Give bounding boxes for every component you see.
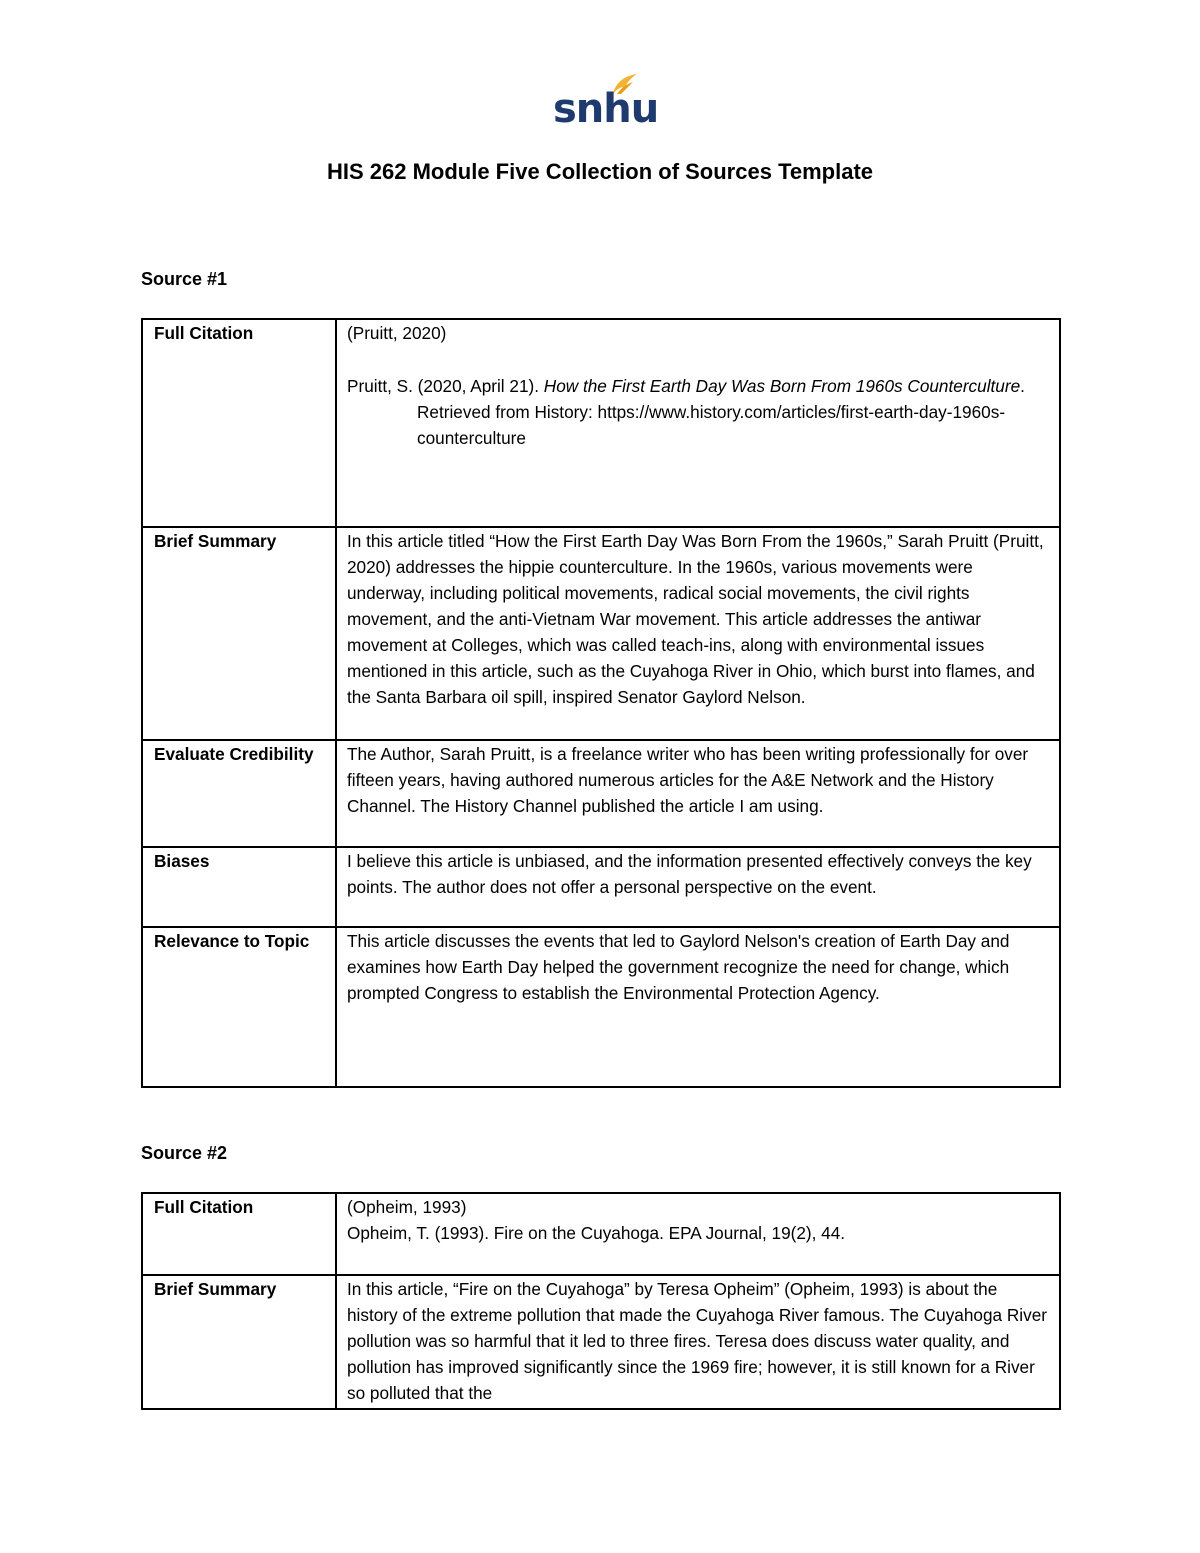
brief-summary-text: In this article, “Fire on the Cuyahoga” by Teresa Opheim” (Opheim, 1993) is about the history of the extreme pollution that made the Cuyahoga River famous. The Cuyahoga River pollution was so harmful that it led to three fires. Teresa does discuss water quality, and pollution has improved significantly since the 1969 fire; however, it is still known for a River so polluted that the bbox=[347, 1279, 1047, 1403]
table-row bbox=[142, 1275, 1060, 1409]
full-citation-cell bbox=[336, 319, 1060, 527]
full-citation-cell bbox=[336, 1193, 1060, 1275]
source-2-table bbox=[141, 1192, 1061, 1410]
row-label-relevance-to-topic: Relevance to Topic bbox=[142, 927, 336, 1087]
relevance-text: This article discusses the events that led to Gaylord Nelson's creation of Earth Day and examines how Earth Day helped the government recognize the need for change, which prompted Congress to establish the Environmental Protection Agency. bbox=[336, 927, 1060, 1087]
document-title: HIS 262 Module Five Collection of Sources Template bbox=[326, 159, 874, 184]
row-label-full-citation: Full Citation bbox=[142, 319, 336, 527]
row-label-full-citation: Full Citation bbox=[142, 1193, 336, 1275]
row-label-brief-summary: Brief Summary bbox=[142, 1275, 336, 1409]
evaluate-credibility-text: The Author, Sarah Pruitt, is a freelance writer who has been writing professionally for over fifteen years, having authored numerous articles for the A&E Network and the History Channel. The History Channel published the article I am using. bbox=[336, 740, 1060, 847]
reference-suffix: . Retrieved from History: https://www.history.com/articles/first-earth-day-1960s-counterculture bbox=[417, 376, 1025, 448]
reference-entry bbox=[347, 373, 1049, 451]
brief-summary-text: In this article titled “How the First Earth Day Was Born From the 1960s,” Sarah Pruitt (Pruitt, 2020) addresses the hippie counterculture. In the 1960s, various movements were underway, including political movements, radical social movements, the civil rights movement, and the anti-Vietnam War movement. This article addresses the antiwar movement at Colleges, which was called teach-ins, along with environmental issues mentioned in this article, such as the Cuyahoga River in Ohio, which burst into flames, and the Santa Barbara oil spill, inspired Senator Gaylord Nelson. bbox=[336, 527, 1060, 740]
source-1-table bbox=[141, 318, 1061, 1088]
brief-summary-cell bbox=[336, 1275, 1060, 1409]
row-label-biases: Biases bbox=[142, 847, 336, 927]
table-row bbox=[142, 927, 1060, 1087]
logo-wordmark: snhu bbox=[553, 86, 659, 132]
snhu-logo bbox=[553, 72, 659, 134]
in-text-citation: (Opheim, 1993) bbox=[347, 1197, 467, 1217]
reference-prefix: Pruitt, S. (2020, April 21). bbox=[347, 376, 544, 396]
row-label-evaluate-credibility: Evaluate Credibility bbox=[142, 740, 336, 847]
reference-title: How the First Earth Day Was Born From 1960s Counterculture bbox=[543, 376, 1021, 396]
table-row bbox=[142, 527, 1060, 740]
table-row bbox=[142, 1193, 1060, 1275]
table-row bbox=[142, 740, 1060, 847]
table-row bbox=[142, 847, 1060, 927]
biases-text: I believe this article is unbiased, and the information presented effectively conveys the key points. The author does not offer a personal perspective on the event. bbox=[336, 847, 1060, 927]
table-row bbox=[142, 319, 1060, 527]
source-2-heading: Source #2 bbox=[141, 1143, 228, 1163]
row-label-brief-summary: Brief Summary bbox=[142, 527, 336, 740]
in-text-citation: (Pruitt, 2020) bbox=[347, 323, 447, 343]
reference-entry: Opheim, T. (1993). Fire on the Cuyahoga. EPA Journal, 19(2), 44. bbox=[347, 1223, 846, 1243]
source-1-heading: Source #1 bbox=[141, 269, 228, 289]
